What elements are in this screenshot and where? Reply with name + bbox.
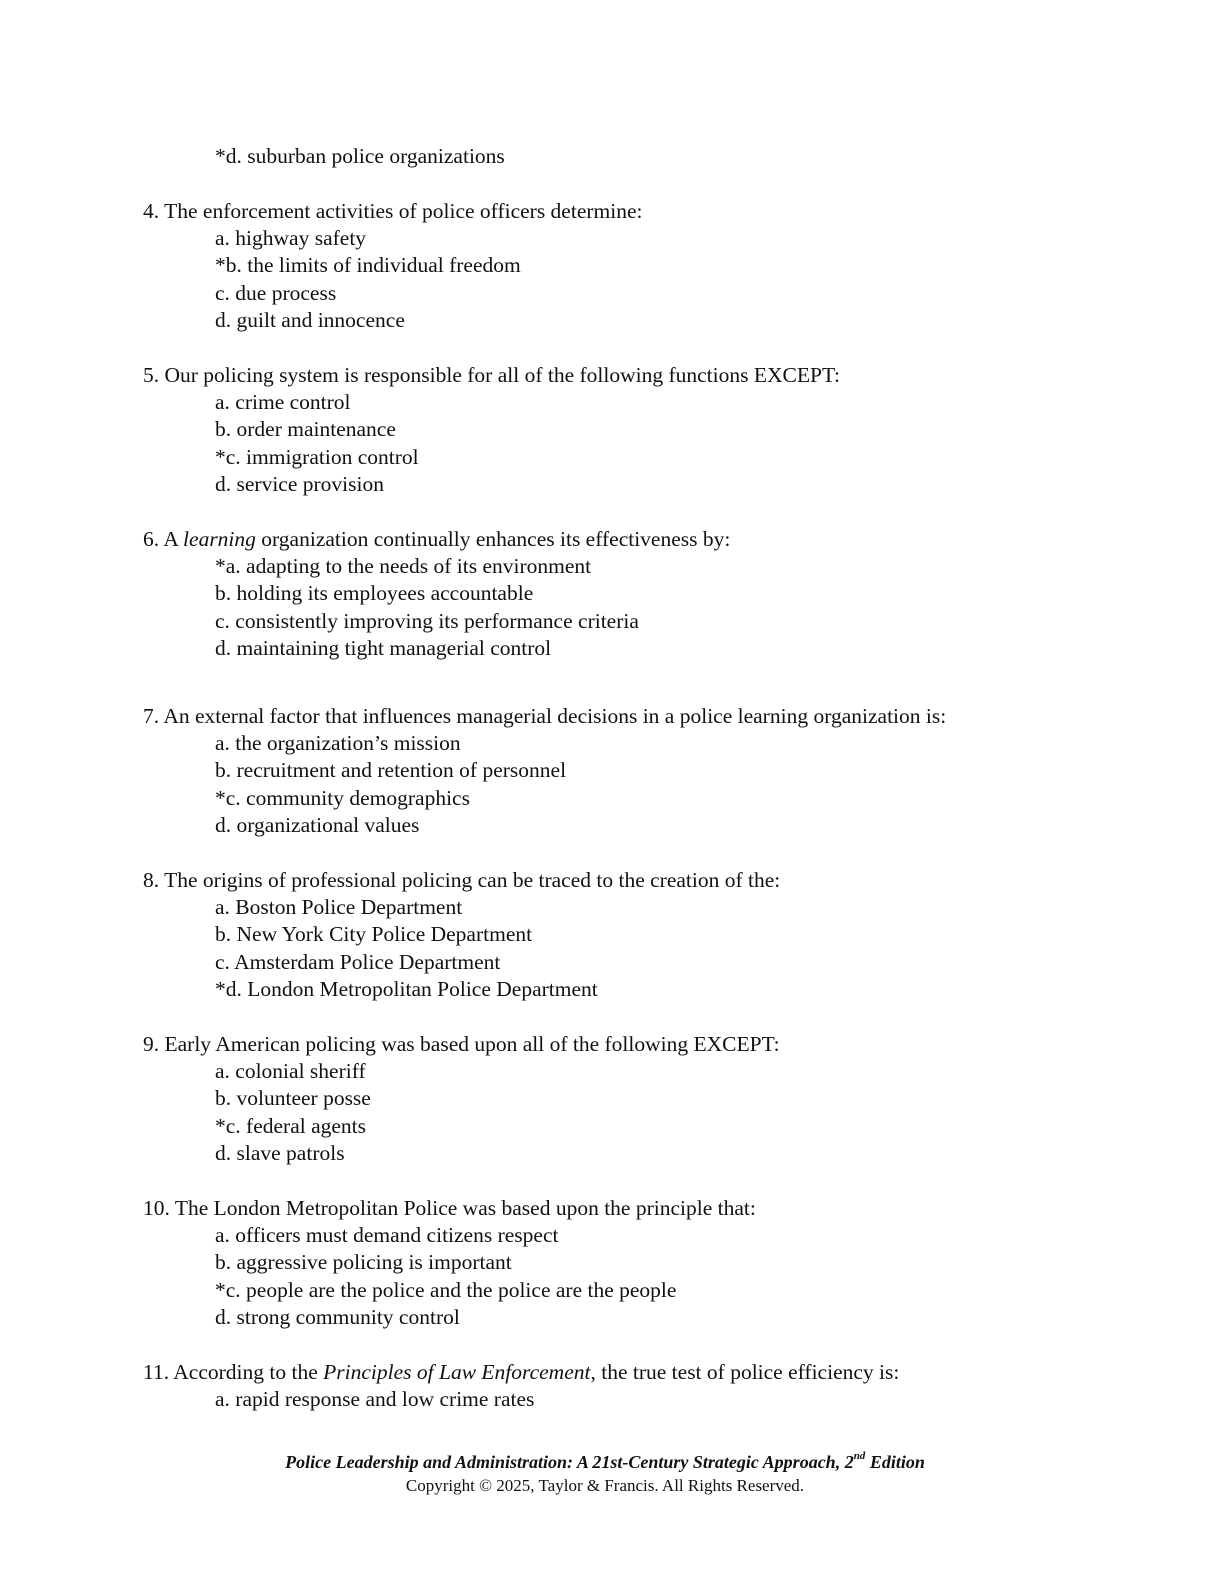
answer-option: a. rapid response and low crime rates <box>215 1387 535 1411</box>
answer-option: a. highway safety <box>215 226 367 250</box>
answer-option: c. Amsterdam Police Department <box>215 950 501 974</box>
question-text: A <box>163 527 184 551</box>
question-stem <box>143 1195 756 1222</box>
answer-option: b. holding its employees accountable <box>215 581 534 605</box>
answer-option: d. guilt and innocence <box>215 308 405 332</box>
answer-option: d. slave patrols <box>215 1141 345 1165</box>
footer-title-superscript: nd <box>853 1450 866 1462</box>
answer-option: d. organizational values <box>215 813 420 837</box>
answer-option: a. colonial sheriff <box>215 1059 366 1083</box>
question-text-italic: learning <box>183 527 256 551</box>
answer-option: *b. the limits of individual freedom <box>215 253 521 277</box>
question-stem <box>143 703 946 730</box>
question-stem <box>143 1359 899 1386</box>
question-number: 6. <box>143 527 160 551</box>
question-number: 9. <box>143 1032 160 1056</box>
question-stem <box>143 1031 780 1058</box>
question-stem <box>143 362 840 389</box>
answer-option: *c. community demographics <box>215 786 470 810</box>
question-text-tail: organization continually enhances its effectiveness by: <box>255 527 731 551</box>
question-number: 11. <box>143 1360 170 1384</box>
question-text: Our policing system is responsible for all of the following functions EXCEPT: <box>164 363 840 387</box>
question-number: 7. <box>143 704 160 728</box>
answer-option: b. volunteer posse <box>215 1086 371 1110</box>
answer-option: *c. federal agents <box>215 1114 367 1138</box>
question-text: The origins of professional policing can be traced to the creation of the: <box>164 868 781 892</box>
answer-option: d. service provision <box>215 472 384 496</box>
answer-option: *a. adapting to the needs of its environment <box>215 554 592 578</box>
question-text: The enforcement activities of police officers determine: <box>164 199 643 223</box>
answer-option: d. maintaining tight managerial control <box>215 636 552 660</box>
answer-option: *c. immigration control <box>215 445 419 469</box>
question-stem <box>143 198 643 225</box>
answer-option: a. officers must demand citizens respect <box>215 1223 559 1247</box>
answer-option: *d. London Metropolitan Police Department <box>215 977 598 1001</box>
answer-option: b. New York City Police Department <box>215 922 533 946</box>
question-text: Early American policing was based upon all of the following EXCEPT: <box>164 1032 780 1056</box>
continued-option: *d. suburban police organizations <box>215 144 505 168</box>
footer-copyright: Copyright © 2025, Taylor & Francis. All Rights Reserved. <box>405 1476 805 1495</box>
question-stem <box>143 867 780 894</box>
question-stem <box>143 526 730 553</box>
answer-option: *c. people are the police and the police are the people <box>215 1278 677 1302</box>
answer-option: b. aggressive policing is important <box>215 1250 512 1274</box>
footer-title-text: Police Leadership and Administration: A 21st-Century Strategic Approach, 2 <box>285 1452 854 1472</box>
answer-option: d. strong community control <box>215 1305 460 1329</box>
question-text-tail: , the true test of police efficiency is: <box>590 1360 900 1384</box>
answer-option: a. Boston Police Department <box>215 895 463 919</box>
answer-option: b. recruitment and retention of personnel <box>215 758 567 782</box>
question-text: An external factor that influences managerial decisions in a police learning organization is: <box>163 704 947 728</box>
footer-book-title <box>0 1452 1217 1473</box>
question-number: 8. <box>143 868 160 892</box>
answer-option: c. due process <box>215 281 337 305</box>
question-text: According to the <box>173 1360 324 1384</box>
answer-option: a. the organization’s mission <box>215 731 461 755</box>
question-number: 5. <box>143 363 160 387</box>
answer-option: c. consistently improving its performance criteria <box>215 609 639 633</box>
footer-title-tail: Edition <box>865 1452 925 1472</box>
question-number: 10. <box>143 1196 170 1220</box>
question-text-italic: Principles of Law Enforcement <box>323 1360 591 1384</box>
question-number: 4. <box>143 199 160 223</box>
answer-option: b. order maintenance <box>215 417 396 441</box>
answer-option: a. crime control <box>215 390 351 414</box>
question-text: The London Metropolitan Police was based upon the principle that: <box>174 1196 756 1220</box>
